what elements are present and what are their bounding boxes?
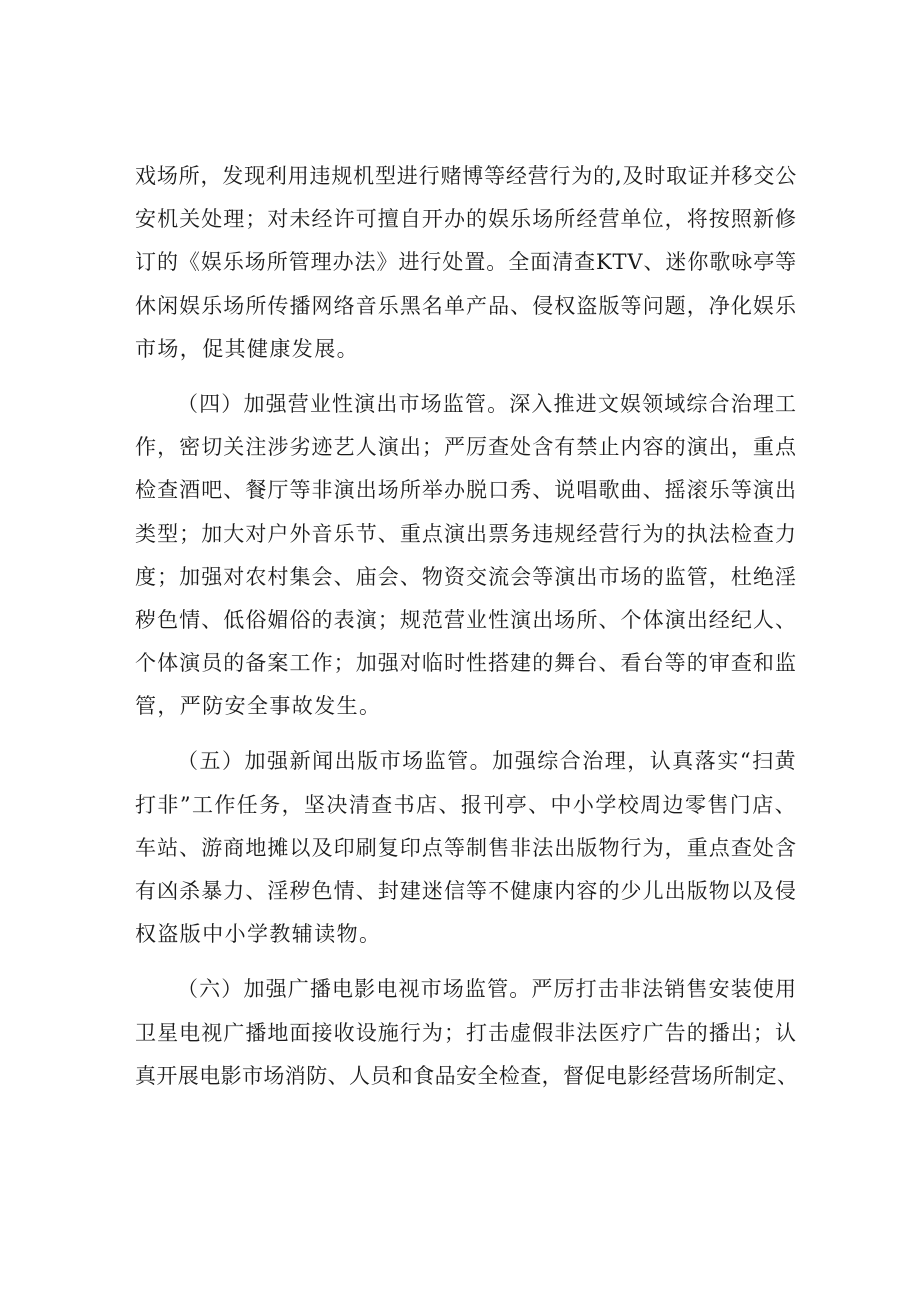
- text-line: 个体演员的备案工作；加强对临时性搭建的舞台、看台等的审查和监: [135, 651, 797, 676]
- text-line: 车站、游商地摊以及印刷复印点等制售非法出版物行为，重点查处含: [135, 835, 797, 860]
- text-line: 权盗版中小学教辅读物。: [135, 922, 382, 947]
- text-line: 有凶杀暴力、淫秽色情、封建迷信等不健康内容的少儿出版物以及侵: [135, 879, 797, 903]
- paragraph-gap: [135, 371, 797, 383]
- paragraph-broadcast-market: [135, 968, 797, 1098]
- text-line: 管，严防安全事故发生。: [135, 694, 382, 719]
- text-line: 作，密切关注涉劣迹艺人演出；严厉查处含有禁止内容的演出，重点: [135, 435, 797, 460]
- text-line: 检查酒吧、餐厅等非演出场所举办脱口秀、说唱歌曲、摇滚乐等演出: [135, 478, 797, 503]
- text-line: 戏场所，发现利用违规机型进行赌博等经营行为的,及时取证并移交公: [135, 164, 797, 188]
- text-line: 市场，促其健康发展。: [135, 336, 359, 361]
- text-line: （五）加强新闻出版市场监管。加强综合治理，认真落实“扫黄: [177, 749, 797, 774]
- text-line: 类型；加大对户外音乐节、重点演出票务违规经营行为的执法检查力: [135, 521, 797, 546]
- text-line: 安机关处理；对未经许可擅自开办的娱乐场所经营单位，将按照新修: [135, 207, 797, 232]
- document-body: [135, 155, 797, 1098]
- paragraph-entertainment-venues: [135, 155, 797, 371]
- text-line: 打非”工作任务，坚决清查书店、报刊亭、中小学校周边零售门店、: [135, 792, 797, 817]
- paragraph-gap: [135, 728, 797, 740]
- text-line: （四）加强营业性演出市场监管。深入推进文娱领域综合治理工: [177, 391, 797, 416]
- paragraph-gap: [135, 956, 797, 968]
- text-line: 订的《娱乐场所管理办法》进行处置。全面清查KTV、迷你歌咏亭等: [135, 250, 797, 275]
- paragraph-performance-market: [135, 383, 797, 729]
- text-line: 秽色情、低俗媚俗的表演；规范营业性演出场所、个体演出经纪人、: [135, 607, 797, 632]
- paragraph-publishing-market: [135, 740, 797, 956]
- text-line: 休闲娱乐场所传播网络音乐黑名单产品、侵权盗版等问题，净化娱乐: [135, 293, 797, 318]
- text-line: 度；加强对农村集会、庙会、物资交流会等演出市场的监管，杜绝淫: [135, 564, 797, 589]
- text-line: （六）加强广播电影电视市场监管。严厉打击非法销售安装使用: [177, 977, 797, 1002]
- text-line: 真开展电影市场消防、人员和食品安全检查，督促电影经营场所制定、: [135, 1063, 799, 1088]
- text-line: 卫星电视广播地面接收设施行为；打击虚假非法医疗广告的播出；认: [135, 1020, 797, 1045]
